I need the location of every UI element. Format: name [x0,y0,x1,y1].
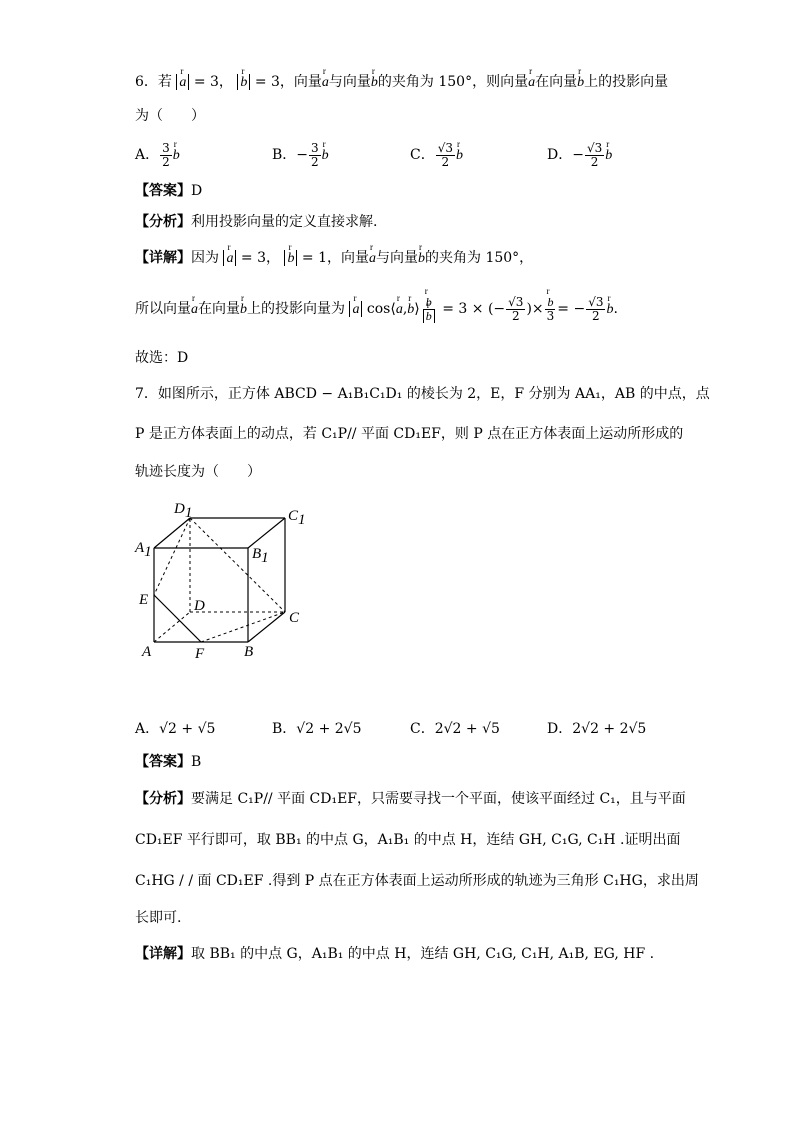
q6-option-c[interactable]: C． $\frac{√3}{2}$ r b [410,142,463,168]
edge-B-C [248,612,285,642]
q7-stem-line1: 7．如图所示，正方体 ABCD − A₁B₁C₁D₁ 的棱长为 2，E，F 分别为 AA₁，AB 的中点，点 [135,386,710,402]
q7-option-b[interactable]: B．√2 + 2√5 [272,721,362,737]
q7-option-c[interactable]: C．2√2 + √5 [410,721,500,737]
label-F: F [195,646,205,662]
q7-analysis-line2: CD₁EF 平行即可，取 BB₁ 的中点 G，A₁B₁ 的中点 H，连结 GH, C₁G, C₁H .证明出面 [135,832,681,848]
q7-stem-line2: P 是正方体表面上的动点，若 C₁P// 平面 CD₁EF，则 P 点在正方体表面上运动所形成的 [135,426,684,442]
label-E: E [139,592,149,608]
line-D1-E [154,518,190,595]
q7-detail: 【详解】取 BB₁ 的中点 G，A₁B₁ 的中点 H，连结 GH, C₁G, C₁H, A₁B, EG, HF . [135,946,655,962]
q7-stem-line3: 轨迹长度为（ ） [135,464,261,480]
q6-answer: 【答案】D [135,183,203,199]
q7-answer: 【答案】B [135,754,202,770]
label-B: B [244,644,254,660]
q6-number: 6． [135,74,158,90]
q6-stem-line2: 为（ ） [135,108,205,124]
label-A: A [142,644,152,660]
edge-B1-C1 [248,518,285,548]
label-A1: A1 [135,540,152,560]
q6-detail-line1: 【详解】因为 r a = 3， r b = 1，向量r a与向量r b的夹角为 150°， [135,250,533,268]
label-C: C [289,610,300,626]
q6-option-d[interactable]: D．− $\frac{√3}{2}$ r b [547,142,612,168]
q6-analysis: 【分析】利用投影向量的定义直接求解. [135,214,378,230]
q6-option-a[interactable]: A． $\frac{3}{2}$ r b [135,142,180,168]
q6-detail-line2: 所以向量r a在向量r b上的投影向量为 r a cos⟨r a,r b⟩ r b r b = 3 × (− $\frac{√3}{2}$ )× r $\frac{b}{3}$ = − $\frac{√3}{2}$ r b. [135,296,618,322]
q6-option-b[interactable]: B．− $\frac{3}{2}$ r b [272,142,329,168]
edge-A-D [154,612,190,642]
edge-A1-D1 [154,518,190,548]
q6-stem-line1: 6．若 r a = 3， r b = 3，向量r a与向量r b的夹角为 150°，则向量r a在向量r b上的投影向量 [135,74,668,92]
q6-conclusion: 故选：D [135,350,189,366]
label-C1: C1 [288,508,306,528]
q7-analysis-line4: 长即可. [135,910,182,926]
q7-option-a[interactable]: A．√2 + √5 [135,721,216,737]
label-B1: B1 [252,546,269,566]
q7-analysis-line1: 【分析】要满足 C₁P// 平面 CD₁EF，只需要寻找一个平面，使该平面经过 C₁，且与平面 [135,791,686,807]
q7-analysis-line3: C₁HG / / 面 CD₁EF .得到 P 点在正方体表面上运动所形成的轨迹为三角形 C₁HG，求出周 [135,873,699,889]
q7-cube-figure [130,496,320,666]
label-D: D [194,598,205,614]
q7-option-d[interactable]: D．2√2 + 2√5 [547,721,647,737]
label-D1: D1 [174,501,193,521]
line-F-C [201,612,285,642]
